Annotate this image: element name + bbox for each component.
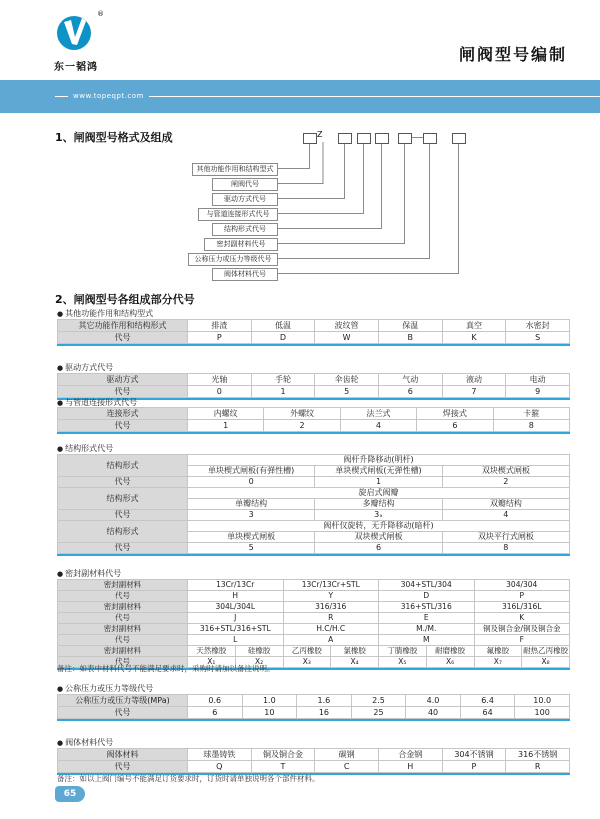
- cell: P: [442, 761, 506, 773]
- bullet-icon: ●: [57, 570, 64, 578]
- bullet-pressure: [57, 683, 153, 694]
- cell: X₆: [426, 657, 474, 668]
- cell: 13Cr/13Cr+STL: [283, 580, 379, 591]
- cell: H: [188, 591, 284, 602]
- row-label: 密封副材料: [58, 624, 188, 635]
- cell: X₂: [235, 657, 283, 668]
- cell: 单瓣结构: [188, 499, 315, 510]
- cell: 铜及铜合金/铜及铜合金: [474, 624, 570, 635]
- cell: 316+STL/316: [379, 602, 475, 613]
- cell: 铜及铜合金: [251, 749, 315, 761]
- section1-heading: 1、闸阀型号格式及组成: [55, 131, 173, 144]
- cell: 304不锈钢: [442, 749, 506, 761]
- registered-mark: ®: [97, 10, 104, 18]
- cell: 1: [188, 420, 264, 432]
- cell: T: [251, 761, 315, 773]
- bullet-label: 结构形式代号: [65, 444, 114, 453]
- bullet-label: 驱动方式代号: [65, 363, 114, 372]
- cell: 低温: [251, 320, 315, 332]
- row-label: 密封副材料: [58, 580, 188, 591]
- cell: 6: [378, 386, 442, 398]
- diagram-label-body-material: 阀体材料代号: [212, 268, 278, 281]
- model-box-5: [398, 133, 412, 144]
- row-label: 代号: [58, 386, 188, 398]
- cell: 气动: [378, 374, 442, 386]
- bullet-icon: ●: [57, 685, 64, 693]
- cell: 25: [351, 707, 406, 719]
- cell: 4.0: [406, 695, 461, 707]
- cell: 7: [442, 386, 506, 398]
- cell: L: [188, 635, 284, 646]
- row-label: 代号: [58, 613, 188, 624]
- seal-material-table: [57, 579, 570, 670]
- cell: H: [378, 761, 442, 773]
- bullet-icon: ●: [57, 364, 64, 372]
- cell: F: [474, 635, 570, 646]
- diagram-label-valve-code: 闸阀代号: [212, 178, 278, 191]
- bullet-label: 密封副材料代号: [65, 569, 122, 578]
- group-span: 旋启式阀瓣: [188, 488, 570, 499]
- page-title: 闸阀型号编制: [458, 45, 567, 64]
- cell: 排渣: [188, 320, 252, 332]
- row-label: 驱动方式: [58, 374, 188, 386]
- cell: C: [315, 761, 379, 773]
- cell: 316L/316L: [474, 602, 570, 613]
- cell: 电动: [506, 374, 570, 386]
- cell: 0.6: [188, 695, 243, 707]
- row-label: 代号: [58, 635, 188, 646]
- bullet-label: 公称压力或压力等级代号: [65, 684, 154, 693]
- cell: A: [283, 635, 379, 646]
- row-label: 代号: [58, 591, 188, 602]
- row-label: 代号: [58, 332, 188, 344]
- cell: M: [379, 635, 475, 646]
- diagram-label-structure-code: 结构形式代号: [212, 223, 278, 236]
- row-label: 代号: [58, 707, 188, 719]
- website-url: www.topeqpt.com: [68, 92, 149, 100]
- cell: K: [474, 613, 570, 624]
- cell: D: [379, 591, 475, 602]
- cell: 双块楔式闸板: [315, 532, 442, 543]
- logo-icon: [55, 10, 95, 56]
- cell: 耐磨橡胶: [426, 646, 474, 657]
- cell: 天然橡胶: [188, 646, 236, 657]
- model-box-2: [338, 133, 352, 144]
- row-label: 结构形式: [58, 455, 188, 477]
- cell: 64: [460, 707, 515, 719]
- cell: R: [506, 761, 570, 773]
- bullet-drive: [57, 362, 113, 373]
- cell: 4: [442, 510, 569, 521]
- function-structure-table: [57, 319, 570, 346]
- row-label: 结构形式: [58, 521, 188, 543]
- row-label: 代号: [58, 657, 188, 668]
- cell: 卡箍: [493, 408, 569, 420]
- bullet-label: 与管道连接形式代号: [65, 398, 138, 407]
- cell: 真空: [442, 320, 506, 332]
- cell: 内螺纹: [188, 408, 264, 420]
- model-box-4: [375, 133, 389, 144]
- cell: 10: [242, 707, 297, 719]
- cell: 单块楔式闸板: [188, 532, 315, 543]
- cell: 4: [340, 420, 416, 432]
- cell: 316/316: [283, 602, 379, 613]
- cell: J: [188, 613, 284, 624]
- company-logo: [55, 10, 125, 60]
- cell: W: [315, 332, 379, 344]
- row-label: 结构形式: [58, 488, 188, 510]
- cell: 液动: [442, 374, 506, 386]
- cell: 304+STL/304: [379, 580, 475, 591]
- diagram-label-seal-code: 密封副材料代号: [204, 238, 278, 251]
- cell: B: [378, 332, 442, 344]
- row-label: 代号: [58, 510, 188, 521]
- row-label: 其它功能作用和结构形式: [58, 320, 188, 332]
- cell: H.C/H.C: [283, 624, 379, 635]
- model-format-diagram: [0, 120, 600, 290]
- bullet-icon: ●: [57, 399, 64, 407]
- cell: 焊接式: [417, 408, 493, 420]
- cell: 6: [417, 420, 493, 432]
- cell: 316+STL/316+STL: [188, 624, 284, 635]
- cell: 光轴: [188, 374, 252, 386]
- cell: 碳钢: [315, 749, 379, 761]
- cell: 40: [406, 707, 461, 719]
- drive-mode-table: [57, 373, 570, 400]
- diagram-label-pressure-code: 公称压力或压力等级代号: [188, 253, 278, 266]
- pressure-table: [57, 694, 570, 721]
- diagram-label-drive-code: 驱动方式代号: [212, 193, 278, 206]
- cell: 3: [188, 510, 315, 521]
- cell: 手轮: [251, 374, 315, 386]
- bullet-structure: [57, 443, 113, 454]
- bullet-label: 阀体材料代号: [65, 738, 114, 747]
- diagram-label-other-function: 其他功能作用和结构型式: [192, 163, 278, 176]
- cell: 保温: [378, 320, 442, 332]
- cell: 水密封: [506, 320, 570, 332]
- cell: 合金钢: [378, 749, 442, 761]
- cell: 6: [315, 543, 442, 554]
- cell: 6: [188, 707, 243, 719]
- cell: X₅: [379, 657, 427, 668]
- cell: 1: [315, 477, 442, 488]
- cell: 耐热乙丙橡胶: [523, 646, 569, 655]
- cell: X₈: [522, 657, 570, 668]
- cell: 0: [188, 386, 252, 398]
- cell: 9: [506, 386, 570, 398]
- cell: 2.5: [351, 695, 406, 707]
- row-label: 公称压力或压力等级(MPa): [58, 695, 188, 707]
- cell: 16: [297, 707, 352, 719]
- cell: 0: [188, 477, 315, 488]
- cell: 双块平行式闸板: [442, 532, 569, 543]
- cell: 8: [442, 543, 569, 554]
- row-label: 代号: [58, 761, 188, 773]
- cell: 1.0: [242, 695, 297, 707]
- cell: 3ₓ: [315, 510, 442, 521]
- cell: 1.6: [297, 695, 352, 707]
- cell: X₁: [188, 657, 236, 668]
- bullet-label: 其他功能作用和结构型式: [65, 309, 154, 318]
- cell: K: [442, 332, 506, 344]
- connection-table: [57, 407, 570, 434]
- cell: E: [379, 613, 475, 624]
- cell: 乙丙橡胶: [283, 646, 331, 657]
- cell: 伞齿轮: [315, 374, 379, 386]
- cell: Y: [283, 591, 379, 602]
- model-box-3: [357, 133, 371, 144]
- row-label: 代号: [58, 543, 188, 554]
- bullet-icon: ●: [57, 739, 64, 747]
- bullet-seal: [57, 568, 121, 579]
- cell: 13Cr/13Cr: [188, 580, 284, 591]
- cell: 304L/304L: [188, 602, 284, 613]
- bullet-icon: ●: [57, 310, 64, 318]
- bullet-body-material: [57, 737, 113, 748]
- row-label: 密封副材料: [58, 602, 188, 613]
- cell: X₇: [474, 657, 522, 668]
- cell: 304/304: [474, 580, 570, 591]
- model-box-1: [303, 133, 317, 144]
- row-label: 连接形式: [58, 408, 188, 420]
- cell: 丁腈橡胶: [379, 646, 427, 657]
- cell: X₄: [331, 657, 379, 668]
- cell: 316不锈钢: [506, 749, 570, 761]
- cell: 5: [188, 543, 315, 554]
- page-number-badge: 65: [55, 786, 85, 802]
- cell: D: [251, 332, 315, 344]
- cell: 10.0: [515, 695, 570, 707]
- cell: 双块楔式闸板: [442, 466, 569, 477]
- cell: P: [188, 332, 252, 344]
- cell: 双瓣结构: [442, 499, 569, 510]
- row-label: 代号: [58, 477, 188, 488]
- cell: 法兰式: [340, 408, 416, 420]
- cell: 氯橡胶: [331, 646, 379, 657]
- cell: 外螺纹: [264, 408, 340, 420]
- cell: 氟橡胶: [474, 646, 522, 657]
- brand-name: 东一韬鸿: [54, 62, 98, 73]
- cell: 1: [251, 386, 315, 398]
- diagram-connectors: [0, 120, 600, 290]
- cell: 100: [515, 707, 570, 719]
- section2-heading: 2、闸阀型号各组成部分代号: [55, 293, 195, 306]
- cell: 单块楔式闸板(有弹性槽): [188, 466, 315, 477]
- row-label: 代号: [58, 420, 188, 432]
- cell: 硅橡胶: [235, 646, 283, 657]
- cell: 5: [315, 386, 379, 398]
- cell: 2: [264, 420, 340, 432]
- diagram-label-connection-code: 与管道连接形式代号: [198, 208, 278, 221]
- bullet-function-structure: [57, 308, 153, 319]
- cell: 8: [493, 420, 569, 432]
- model-box-7: [452, 133, 466, 144]
- cell: 波纹管: [315, 320, 379, 332]
- group-span: 阀杆升降移动(明杆): [188, 455, 570, 466]
- body-material-table: [57, 748, 570, 775]
- structure-form-table: [57, 454, 570, 556]
- body-table-note: 备注：如以上阀门编号不能满足订货要求时，订货时请单独说明各个部件材料。: [57, 774, 320, 783]
- cell: 球墨铸铁: [188, 749, 252, 761]
- cell: R: [283, 613, 379, 624]
- cell: X₃: [283, 657, 331, 668]
- model-box-6: [423, 133, 437, 144]
- row-label: 阀体材料: [58, 749, 188, 761]
- cell: 6.4: [460, 695, 515, 707]
- cell: 多瓣结构: [315, 499, 442, 510]
- gate-valve-letter: Z: [317, 130, 323, 139]
- cell: M./M.: [379, 624, 475, 635]
- cell: 单块楔式闸板(无弹性槽): [315, 466, 442, 477]
- row-label: 密封副材料: [58, 646, 188, 657]
- bullet-icon: ●: [57, 445, 64, 453]
- group-span: 阀杆仅旋转，无升降移动(暗杆): [188, 521, 570, 532]
- cell: S: [506, 332, 570, 344]
- cell: P: [474, 591, 570, 602]
- seal-table-note: 备注：如表中材料代号不能满足要求时，采购时请加以备注说明。: [57, 664, 275, 673]
- cell: Q: [188, 761, 252, 773]
- cell: 2: [442, 477, 569, 488]
